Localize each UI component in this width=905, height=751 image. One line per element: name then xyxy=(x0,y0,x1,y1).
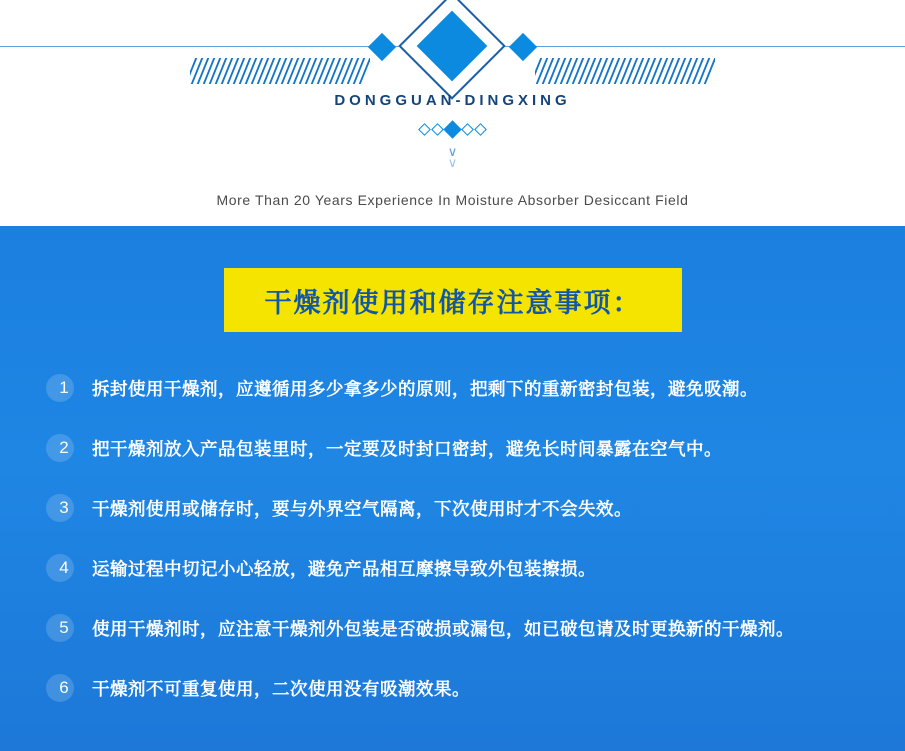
notice-list xyxy=(0,358,905,718)
list-item xyxy=(0,598,905,658)
mini-diamond-row xyxy=(0,120,905,138)
header-tagline: More Than 20 Years Experience In Moisture Absorber Desiccant Field xyxy=(216,192,689,208)
list-item-number: 2 xyxy=(59,438,69,457)
list-item-number: 3 xyxy=(59,498,69,517)
list-item-number: 4 xyxy=(59,558,69,577)
list-item xyxy=(0,358,905,418)
page-title: 干燥剂使用和储存注意事项： xyxy=(264,287,642,319)
list-item xyxy=(0,658,905,718)
section-title-box xyxy=(224,268,682,332)
mini-diamond-icon xyxy=(461,123,474,136)
mini-diamond-filled-icon xyxy=(443,120,461,138)
list-item-text: 拆封使用干燥剂，应遵循用多少拿多少的原则，把剩下的重新密封包装，避免吸潮。 xyxy=(92,379,758,400)
list-item-number: 5 xyxy=(59,618,69,637)
list-item-text: 把干燥剂放入产品包装里时，一定要及时封口密封，避免长时间暴露在空气中。 xyxy=(92,439,722,460)
list-item xyxy=(0,418,905,478)
side-diamond-right-icon xyxy=(509,33,537,61)
list-item-number-badge xyxy=(46,491,80,525)
list-item-number-badge xyxy=(46,551,80,585)
chevron-down-icon: ∨ xyxy=(447,155,458,170)
hatch-stripes-right-icon xyxy=(535,58,715,84)
side-diamond-left-icon xyxy=(368,33,396,61)
list-item-number-badge xyxy=(46,371,80,405)
list-item-number-badge xyxy=(46,671,80,705)
list-item-text: 使用干燥剂时，应注意干燥剂外包装是否破损或漏包，如已破包请及时更换新的干燥剂。 xyxy=(92,619,794,640)
list-item xyxy=(0,478,905,538)
list-item-number-badge xyxy=(46,611,80,645)
list-item xyxy=(0,538,905,598)
list-item-number-badge xyxy=(46,431,80,465)
chevron-down-decoration xyxy=(0,146,905,168)
list-item-text: 干燥剂不可重复使用，二次使用没有吸潮效果。 xyxy=(92,679,470,700)
list-item-number: 6 xyxy=(59,678,69,697)
chevron-down-icon: ∨ xyxy=(447,144,458,159)
mini-diamond-icon xyxy=(474,123,487,136)
page-header xyxy=(0,0,905,226)
hatch-stripes-left-icon xyxy=(190,58,370,84)
mini-diamond-icon xyxy=(418,123,431,136)
list-item-text: 干燥剂使用或储存时，要与外界空气隔离，下次使用时才不会失效。 xyxy=(92,499,632,520)
list-item-number: 1 xyxy=(59,378,69,397)
content-panel xyxy=(0,226,905,751)
list-item-text: 运输过程中切记小心轻放，避免产品相互摩擦导致外包装擦损。 xyxy=(92,559,596,580)
brand-name: DONGGUAN-DINGXING xyxy=(334,92,571,109)
